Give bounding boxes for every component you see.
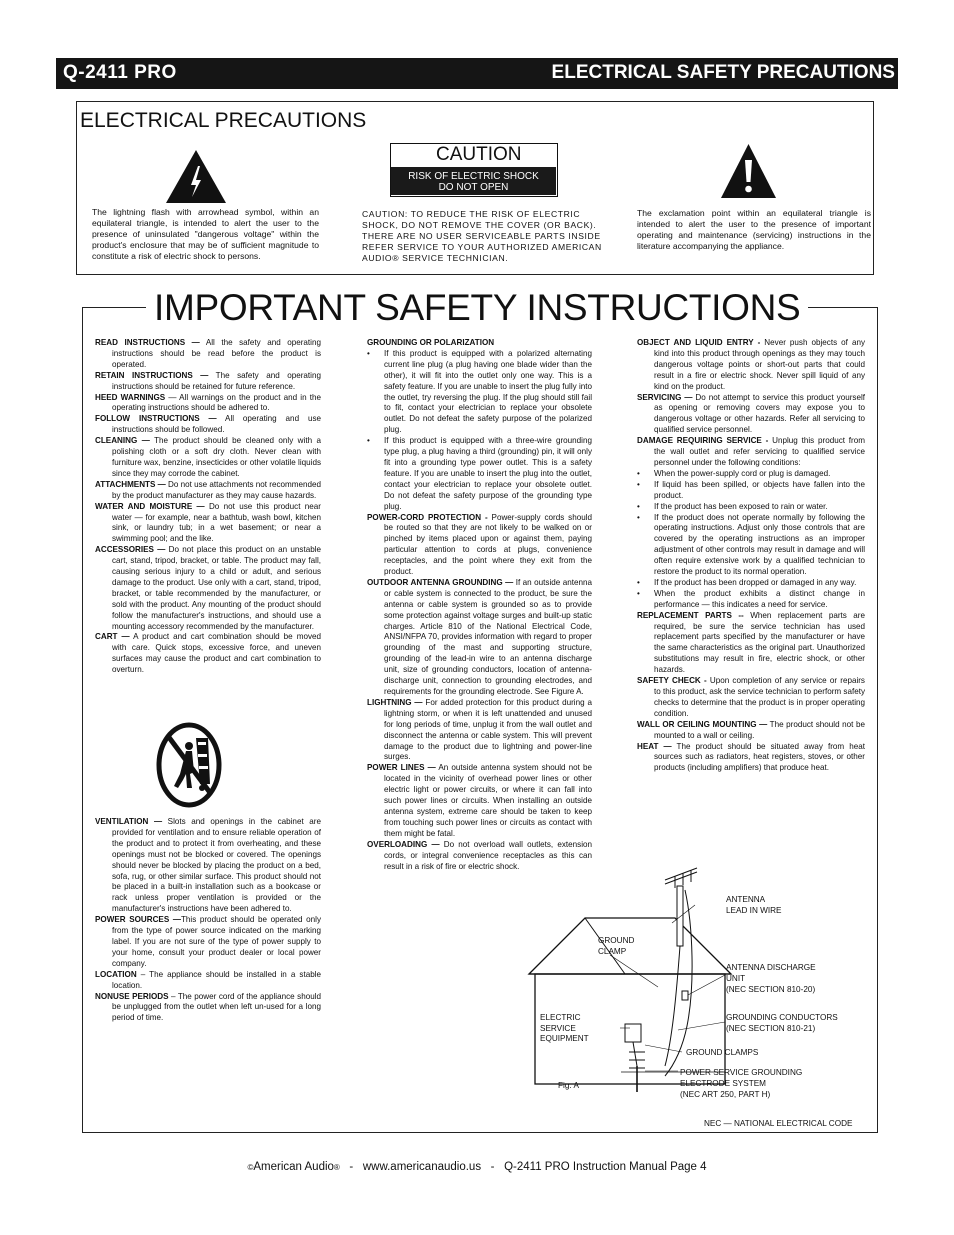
label-power-ref: (NEC ART 250, PART H) <box>680 1090 771 1099</box>
instruction-heading: ACCESSORIES — <box>95 545 166 555</box>
label-ground-clamps: GROUND CLAMPS <box>686 1048 759 1057</box>
instruction-heading: FOLLOW INSTRUCTIONS — <box>95 414 217 424</box>
bullet-item: • If liquid has been spilled, or objects have fallen into the product. <box>637 480 865 502</box>
instruction-entry <box>95 502 321 546</box>
footer-brand: American Audio <box>253 1161 334 1173</box>
instruction-text: When replacement parts are required, be sure the service technician has used replacement parts specified by the manufacturer or have the same characteristics as the original part. Unauthorized substitutions may result in fire, electric shock, or other hazards. <box>654 610 865 675</box>
bullet-item: • If this product is equipped with a three-wire grounding type plug, a plug having a third (grounding) pin, it will only fit into a grounding type power outlet. This is a safety feature. If you are unable to insert the plug into the outlet, contact your electrician to replace your obsolete outlet. Do not defeat the safety purpose of the grounding type plug. <box>367 436 592 512</box>
instruction-heading: VENTILATION — <box>95 817 163 826</box>
instruction-heading: WATER AND MOISTURE — <box>95 501 205 511</box>
instruction-text: All operating and use instructions should be followed. <box>112 414 321 435</box>
column-1 <box>95 338 321 676</box>
column-1b <box>95 817 321 1024</box>
instruction-text: Power-supply cords should be routed so that they are not likely to be walked on or pinched by items placed upon or against them, paying particular attention to cords at plugs, convenience receptacles, and the point where they exit from the product. <box>384 512 593 577</box>
instruction-entry <box>637 742 865 775</box>
exclamation-warning-icon <box>720 143 777 199</box>
bullet-item: • If the product has been exposed to rain or water. <box>637 502 865 513</box>
nec-note: NEC — NATIONAL ELECTRICAL CODE <box>704 1119 853 1128</box>
instruction-entry <box>367 698 592 763</box>
instruction-heading: RETAIN INSTRUCTIONS — <box>95 370 209 380</box>
bullet-item: • If this product is equipped with a polarized alternating current line plug (a plug having one blade wider than the other), it will fit into the outlet only one way. This is a safety feature. If you are unable to insert the plug fully into the outlet, try reversing the plug. If the plug should still fail to fit, contact your electrician to replace your obsolete outlet. Do not defeat the safety purpose of the polarized plug. <box>367 349 592 436</box>
instruction-heading: HEED WARNINGS <box>95 392 166 402</box>
instruction-entry <box>637 338 865 393</box>
instruction-entry <box>367 763 592 839</box>
label-grounding-conductors: GROUNDING CONDUCTORS <box>726 1013 838 1022</box>
footer-page-info: Q-2411 PRO Instruction Manual Page 4 <box>504 1161 707 1173</box>
footer-website-link[interactable]: www.americanaudio.us <box>362 1161 482 1173</box>
bullet-item: • If the product has been dropped or damaged in any way. <box>637 578 865 589</box>
page-footer: ©American Audio® - www.americanaudio.us - Q-2411 PRO Instruction Manual Page 4 <box>247 1161 707 1173</box>
instruction-heading: OUTDOOR ANTENNA GROUNDING — <box>367 577 514 587</box>
instruction-entry <box>95 817 321 915</box>
diagram-leader-lines <box>590 895 730 1095</box>
instruction-text: For added protection for this product during a lightning storm, or when it is left unattended and unused for long periods of time, unplug it from the wall outlet and disconnect the antenna or cable system. This will prevent damage to the product due to lightning and power-line surges. <box>384 697 592 762</box>
label-electric-service: ELECTRIC SERVICE EQUIPMENT <box>540 1013 589 1043</box>
instruction-text: All the safety and operating instructions should be read before the product is operated. <box>112 338 321 369</box>
page-header <box>56 58 898 89</box>
instruction-entry <box>95 436 321 480</box>
instruction-text: An outside antenna system should not be located in the vicinity of overhead power lines or other electric light or power circuits, or where it can fall into such power lines or circuits. When installing an outside antenna system, extreme care should be taken to keep from touching such power lines or circuits as contact with them might be fatal. <box>384 763 592 838</box>
instruction-heading: REPLACEMENT PARTS -- <box>637 610 744 620</box>
instruction-heading: NONUSE PERIODS <box>95 991 169 1001</box>
instruction-text: This product should be operated only from the type of power source indicated on the marking label. If you are not sure of the type of power supply to your home, consult your product dealer or local power company. <box>112 915 322 968</box>
instruction-heading: POWER-CORD PROTECTION - <box>367 512 488 522</box>
instruction-heading: OBJECT AND LIQUID ENTRY - <box>637 338 761 347</box>
instruction-entry <box>95 992 321 1025</box>
instruction-text: Do not use attachments not recommended by the product manufacturer as they may cause hazards. <box>112 479 321 500</box>
instruction-text: A product and cart combination should be moved with care. Quick stops, excessive force, and uneven surfaces may cause the product and cart combination to overturn. <box>112 632 321 675</box>
caution-text: CAUTION: TO REDUCE THE RISK OF ELECTRIC SHOCK, DO NOT REMOVE THE COVER (OR BACK). THERE ARE NO USER SERVICEABLE PARTS INSIDE REFER SERVICE TO YOUR AUTHORIZED AMERICAN AUDIO® SERVICE TECHNICIAN. <box>362 209 602 263</box>
instruction-entry <box>95 338 321 371</box>
instruction-text: Do not attempt to service this product yourself as opening or removing covers may expose you to dangerous voltage or other hazards. Refer all servicing to qualified service personnel. <box>654 392 865 435</box>
instruction-heading: SERVICING — <box>637 392 693 402</box>
grounding-heading: GROUNDING OR POLARIZATION <box>367 338 495 347</box>
cart-warning-icon <box>156 722 222 809</box>
caution-word: CAUTION <box>436 144 522 165</box>
model-title: Q-2411 PRO <box>63 62 177 83</box>
registered-symbol: ® <box>333 1163 340 1172</box>
instruction-entry <box>637 393 865 437</box>
bullet-item: • If the product does not operate normally by following the operating instructions. Adjust only those controls that are covered by the operating instructions as an improper adjustment of other controls may result in damage and will often require extensive work by a qualified technician to restore the product to its normal operation. <box>637 513 865 578</box>
instruction-entry <box>95 970 321 992</box>
instruction-text: Never push objects of any kind into this product through openings as they may touch dangerous voltage points or short-out parts that could result in a fire or electric shock. Never spill liquid of any kind on the product. <box>654 338 865 391</box>
section-title: ELECTRICAL SAFETY PRECAUTIONS <box>551 62 895 83</box>
instruction-entry <box>95 393 321 415</box>
exclamation-text: The exclamation point within an equilateral triangle is intended to alert the user to the presence of important operating and maintenance (servicing) instructions in the literature accompanying the appliance. <box>637 208 871 251</box>
caution-band <box>391 167 556 195</box>
instruction-heading: POWER LINES — <box>367 763 436 773</box>
label-antenna-lead: ANTENNA LEAD IN WIRE <box>726 895 782 915</box>
instruction-entry <box>95 414 321 436</box>
column-3 <box>637 338 865 774</box>
instruction-heading: LIGHTNING — <box>367 697 423 707</box>
instruction-heading: SAFETY CHECK - <box>637 676 707 686</box>
electrical-precautions-title: ELECTRICAL PRECAUTIONS <box>80 109 367 132</box>
instruction-entry <box>367 513 592 578</box>
instruction-entry <box>637 676 865 720</box>
figure-caption: Fig. A <box>558 1081 579 1090</box>
instruction-text: The product should be situated away from heat sources such as radiators, heat registers, stoves, or other products (including amplifiers) that produce heat. <box>654 741 866 773</box>
label-discharge-ref: (NEC SECTION 810-20) <box>726 985 816 994</box>
instruction-entry <box>637 436 865 469</box>
instruction-text: If an outside antenna or cable system is connected to the product, be sure the antenna or cable system is grounded so as to provide some protection against voltage surges and built-up static charges. Article 810 of the National Electrical Code, ANSI/NFPA 70, provides information with regard to proper grounding of the mast and supporting structure, grounding of the lead-in wire to an antenna discharge unit, size of grounding conductors, location of antenna-discharge unit, connection to grounding electrodes, and requirements for the grounding electrode. See Figure A. <box>384 577 592 696</box>
instruction-text: – The appliance should be installed in a stable location. <box>112 969 321 990</box>
instruction-heading: READ INSTRUCTIONS — <box>95 338 200 347</box>
instruction-heading: WALL OR CEILING MOUNTING — <box>637 719 768 729</box>
lightning-warning-icon <box>165 149 227 204</box>
instruction-heading: DAMAGE REQUIRING SERVICE - <box>637 436 769 446</box>
instruction-text: – The power cord of the appliance should be unplugged from the outlet when left un-used for a long period of time. <box>112 991 321 1023</box>
bullet-item: • When the product exhibits a distinct change in performance — this indicates a need for service. <box>637 589 865 611</box>
bullet-item: • When the power-supply cord or plug is damaged. <box>637 469 865 480</box>
instruction-text: — All warnings on the product and in the operating instructions should be adhered to. <box>112 392 321 413</box>
instruction-text: Upon completion of any service or repairs to this product, ask the service technician to perform safety checks to determine that the product is in proper operating condition. <box>654 676 865 718</box>
instruction-entry <box>637 611 865 676</box>
instruction-entry <box>95 545 321 632</box>
instruction-text: Do not place this product on an unstable cart, stand, tripod, bracket, or table. The product may fall, causing serious injury to a child or adult, and serious damage to the product. Use only with a cart, stand, tripod, bracket, or table recommended by the manufacturer, or sold with the product. Any mounting of the product should follow the manufacturer's instructions, and should use a mounting accessory recommended by the manufacturer. <box>112 545 321 631</box>
instruction-entry <box>95 480 321 502</box>
instruction-text: The product should not be mounted to a wall or ceiling. <box>654 719 865 740</box>
label-grounding-ref: (NEC SECTION 810-21) <box>726 1024 816 1033</box>
instruction-heading: HEAT — <box>637 741 672 751</box>
instruction-heading: ATTACHMENTS — <box>95 479 166 489</box>
label-ground-clamp: GROUND CLAMP <box>598 936 635 956</box>
instruction-heading: CLEANING — <box>95 436 150 446</box>
instruction-heading: POWER SOURCES — <box>95 915 181 925</box>
instruction-heading: OVERLOADING — <box>367 839 440 849</box>
instruction-entry <box>367 578 592 698</box>
instruction-entry <box>95 371 321 393</box>
instruction-text: Slots and openings in the cabinet are provided for ventilation and to ensure reliable operation of the product and to protect it from overheating, and these openings must not be blocked or covered. The openings should never be blocked by placing the product on a bed, sofa, rug, or other similar surface. This product should not be placed in a built-in installation such as a bookcase or rack unless proper ventilation is provided or the manufacturer's instructions have been adhered to. <box>112 817 321 914</box>
label-power-service: POWER SERVICE GROUNDING ELECTRODE SYSTEM <box>680 1068 803 1088</box>
instruction-heading: LOCATION <box>95 969 137 979</box>
instruction-heading: CART — <box>95 632 130 642</box>
column-2 <box>367 338 592 872</box>
instruction-entry <box>95 632 321 676</box>
label-discharge-unit: ANTENNA DISCHARGE UNIT <box>726 963 816 983</box>
caution-line-2: DO NOT OPEN <box>438 182 509 193</box>
lightning-text: The lightning flash with arrowhead symbol, within an equilateral triangle, is intended to alert the user to the presence of uninsulated "dangerous voltage" within the product's enclosure that may be of sufficient magnitude to constitute a risk of electric shock to persons. <box>92 207 319 261</box>
instruction-text: The safety and operating instructions should be retained for future reference. <box>112 370 321 391</box>
safety-instructions-title: IMPORTANT SAFETY INSTRUCTIONS <box>146 286 808 330</box>
instruction-text: The product should be cleaned only with a polishing cloth or a soft dry cloth. Never clean with furniture wax, benzine, insecticides or other volatile liquids since they may corrode the cabinet. <box>112 436 322 478</box>
copyright-symbol: © <box>247 1163 254 1172</box>
instruction-entry <box>95 915 321 970</box>
instruction-text: Unplug this product from the wall outlet and refer servicing to qualified service personnel under the following conditions: <box>654 436 865 467</box>
instruction-text: Do not overload wall outlets, extension cords, or integral convenience receptacles as this can result in a risk of fire or electric shock. <box>384 839 592 871</box>
instruction-text: Do not use this product near water — for example, near a bathtub, wash bowl, kitchen sink, or laundry tub; in a wet basement; or near a swimming pool; and the like. <box>112 501 321 544</box>
instruction-entry <box>637 720 865 742</box>
caution-line-1: RISK OF ELECTRIC SHOCK <box>408 171 539 182</box>
